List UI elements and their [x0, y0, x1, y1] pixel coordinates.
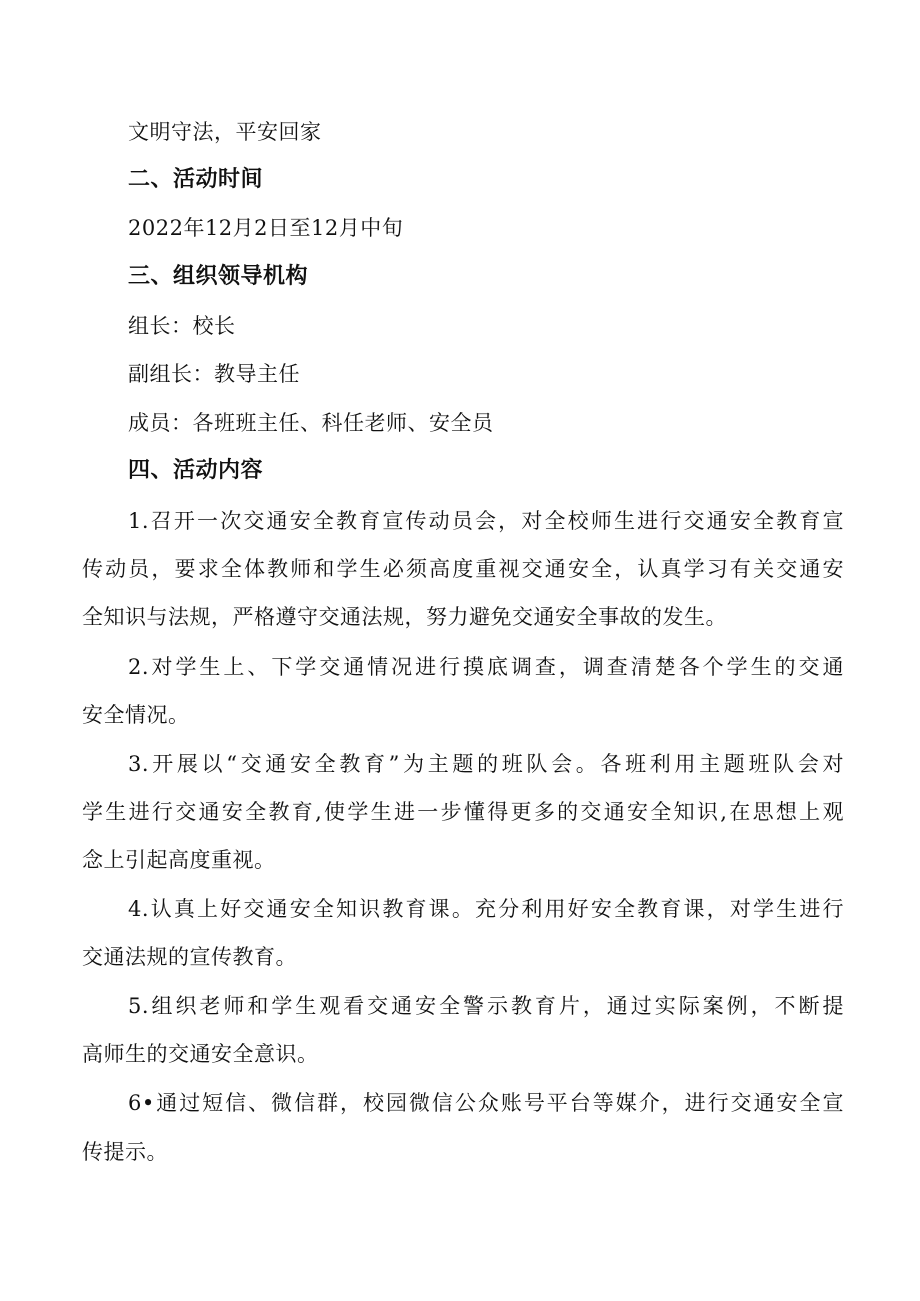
- content-item-6-line-1: 6•通过短信、微信群，校园微信公众账号平台等媒介，进行交通安全宣: [128, 1091, 844, 1115]
- content-item-4-line-2: 交通法规的宣传教育。: [82, 945, 297, 969]
- org-members-text: 成员：各班班主任、科任老师、安全员: [128, 411, 494, 435]
- content-item-1-line-1: 1.召开一次交通安全教育宣传动员会，对全校师生进行交通安全教育宣: [128, 509, 844, 533]
- section-heading-organization: 三、组织领导机构: [128, 264, 309, 289]
- org-deputy-text: 副组长：教导主任: [128, 362, 300, 386]
- content-item-6-line-2: 传提示。: [82, 1140, 168, 1164]
- content-item-2-line-1: 2.对学生上、下学交通情况进行摸底调查，调查清楚各个学生的交通: [128, 655, 844, 679]
- content-item-3-line-3: 念上引起高度重视。: [82, 848, 276, 872]
- content-item-1-line-3: 全知识与法规，严格遵守交通法规，努力避免交通安全事故的发生。: [82, 605, 727, 629]
- content-item-5-line-2: 高师生的交通安全意识。: [82, 1042, 319, 1066]
- activity-time-text: 2022年12月2日至12月中旬: [128, 216, 404, 240]
- content-item-4-line-1: 4.认真上好交通安全知识教育课。充分利用好安全教育课，对学生进行: [128, 897, 844, 921]
- section-heading-time: 二、活动时间: [128, 167, 264, 192]
- content-item-1-line-2: 传动员，要求全体教师和学生必须高度重视交通安全，认真学习有关交通安: [82, 557, 844, 581]
- content-item-3-line-1: 3.开展以“交通安全教育”为主题的班队会。各班利用主题班队会对: [128, 752, 844, 776]
- content-item-3-line-2: 学生进行交通安全教育,使学生进一步懂得更多的交通安全知识,在思想上观: [82, 800, 844, 824]
- slogan-line: 文明守法，平安回家: [128, 120, 322, 144]
- content-item-5-line-1: 5.组织老师和学生观看交通安全警示教育片，通过实际案例，不断提: [128, 994, 844, 1018]
- org-leader-text: 组长：校长: [128, 314, 236, 338]
- content-item-2-line-2: 安全情况。: [82, 703, 190, 727]
- section-heading-content: 四、活动内容: [128, 458, 264, 483]
